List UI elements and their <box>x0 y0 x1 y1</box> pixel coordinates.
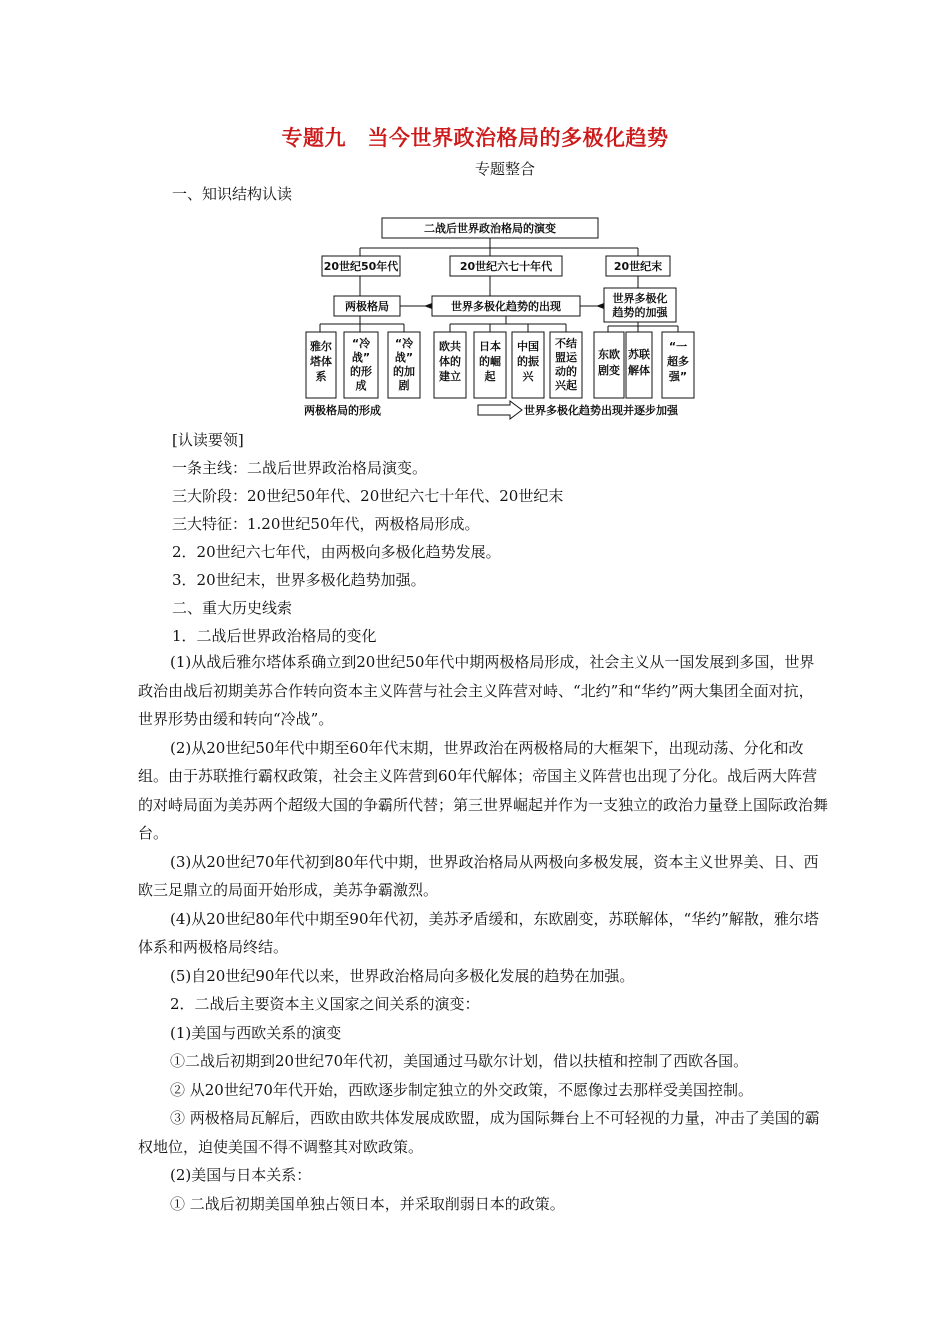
section-heading-2-1: 1．二战后世界政治格局的变化 <box>172 627 377 645</box>
leaf-coldwar-form-3: 的形 <box>350 365 372 378</box>
paragraph-5: (5)自20世纪90年代以来，世界政治格局向多极化发展的趋势在加强。 <box>170 966 635 985</box>
leaf-china-3: 兴 <box>522 370 534 383</box>
leaf-coldwar-intensify-3: 的加 <box>393 365 415 378</box>
section-heading-2-2: 2．二战后主要资本主义国家之间关系的演变： <box>170 995 480 1013</box>
page-subtitle: 专题整合 <box>474 160 535 178</box>
leaf-ec-2: 体的 <box>439 355 461 368</box>
diagram-root-label: 二战后世界政治格局的演变 <box>424 222 556 235</box>
leaf-japan-2: 的崛 <box>479 355 501 368</box>
diagram-bottom-right: 世界多极化趋势出现并逐步加强 <box>524 404 678 417</box>
body-text <box>138 648 828 1218</box>
reading-line-3: 三大特征：1.20世纪50年代，两极格局形成。 <box>172 515 480 533</box>
diagram-stage-1: 20世纪50年代 <box>323 260 399 273</box>
reading-line-4: 2．20世纪六七年代，由两极向多极化趋势发展。 <box>172 543 501 561</box>
leaf-japan-1: 日本 <box>479 340 501 353</box>
leaf-japan-3: 起 <box>484 370 496 383</box>
knowledge-structure-diagram <box>300 214 720 424</box>
us-europe-item-1: ①二战后初期到20世纪70年代初，美国通过马歇尔计划，借以扶植和控制了西欧各国。 <box>170 1052 749 1070</box>
leaf-superpower-1: “一 <box>668 340 688 353</box>
leaf-nam-4: 兴起 <box>555 379 577 392</box>
paragraph-1: (1)从战后雅尔塔体系确立到20世纪50年代中期两极格局形成，社会主义从一国发展到多国，世界政治由战后初期美苏合作转向资本主义阵营与社会主义阵营对峙、“北约”和“华约”两大集团全面对抗，世界形势由缓和转向“冷战”。 <box>138 653 815 728</box>
us-europe-item-3: ③ 两极格局瓦解后，西欧由欧共体发展成欧盟，成为国际舞台上不可轻视的力量，冲击了美国的霸权地位，迫使美国不得不调整其对欧政策。 <box>138 1109 820 1156</box>
reading-line-1: 一条主线：二战后世界政治格局演变。 <box>172 459 428 477</box>
section-heading-2: 二、重大历史线索 <box>172 599 293 617</box>
reading-line-2: 三大阶段：20世纪50年代、20世纪六七十年代、20世纪末 <box>172 487 564 505</box>
paragraph-2: (2)从20世纪50年代中期至60年代末期，世界政治在两极格局的大框架下，出现动荡、分化和改组。由于苏联推行霸权政策，社会主义阵营到60年代解体；帝国主义阵营也出现了分化。战后两大阵营的对峙局面为美苏两个超级大国的争霸所代替；第三世界崛起并作为一支独立的政治力量登上国际政治舞台。 <box>138 738 829 842</box>
leaf-easteurope-2: 剧变 <box>598 364 620 377</box>
paragraph-3: (3)从20世纪70年代初到80年代中期，世界政治格局从两极向多极发展，资本主义世界美、日、西欧三足鼎立的局面开始形成，美苏争霸激烈。 <box>138 852 819 899</box>
diagram-mid-multipolar: 世界多极化趋势的出现 <box>451 300 561 313</box>
leaf-coldwar-form-2: 战” <box>351 351 371 364</box>
section-heading-1: 一、知识结构认读 <box>172 185 293 203</box>
diagram-stage-3: 20世纪末 <box>613 260 663 273</box>
page-title: 专题九 当今世界政治格局的多极化趋势 <box>281 126 669 150</box>
leaf-yalta-1: 雅尔 <box>310 340 332 353</box>
leaf-china-2: 的振 <box>517 355 539 368</box>
leaf-china-1: 中国 <box>517 340 539 353</box>
leaf-nam-1: 不结 <box>555 337 577 350</box>
reading-header: [认读要领] <box>172 431 244 449</box>
leaf-coldwar-form-4: 成 <box>355 379 367 392</box>
us-japan-item-1: ① 二战后初期美国单独占领日本，并采取削弱日本的政策。 <box>170 1194 565 1213</box>
us-europe-item-2: ② 从20世纪70年代开始，西欧逐步制定独立的外交政策，不愿像过去那样受美国控制。 <box>170 1080 753 1099</box>
leaf-nam-3: 动的 <box>555 365 577 378</box>
diagram-mid-bipolar: 两极格局 <box>345 300 389 313</box>
leaf-ussr-1: 苏联 <box>628 348 650 361</box>
leaf-superpower-2: 超多 <box>667 355 689 368</box>
leaf-ec-1: 欧共 <box>439 340 461 353</box>
diagram-mid-strengthen-1: 世界多极化 <box>612 292 668 305</box>
leaf-coldwar-intensify-4: 剧 <box>398 379 410 392</box>
paragraph-4: (4)从20世纪80年代中期至90年代初，美苏矛盾缓和，东欧剧变，苏联解体，“华约”解散，雅尔塔体系和两极格局终结。 <box>138 909 819 956</box>
diagram-mid-strengthen-2: 趋势的加强 <box>612 306 668 319</box>
subheading-us-japan: (2)美国与日本关系： <box>170 1166 312 1184</box>
leaf-coldwar-intensify-2: 战” <box>394 351 414 364</box>
leaf-superpower-3: 强” <box>668 370 688 383</box>
leaf-yalta-3: 系 <box>315 370 327 383</box>
leaf-coldwar-intensify-1: “冷 <box>394 337 414 350</box>
subheading-us-europe: (1)美国与西欧关系的演变 <box>170 1023 342 1042</box>
leaf-ussr-2: 解体 <box>628 364 650 377</box>
reading-line-5: 3．20世纪末，世界多极化趋势加强。 <box>172 571 426 589</box>
diagram-bottom-left: 两极格局的形成 <box>304 404 381 417</box>
leaf-ec-3: 建立 <box>439 370 461 383</box>
diagram-stage-2: 20世纪六七十年代 <box>459 260 553 273</box>
leaf-yalta-2: 塔体 <box>310 355 332 368</box>
leaf-coldwar-form-1: “冷 <box>351 337 371 350</box>
leaf-nam-2: 盟运 <box>555 351 577 364</box>
leaf-easteurope-1: 东欧 <box>598 348 620 361</box>
